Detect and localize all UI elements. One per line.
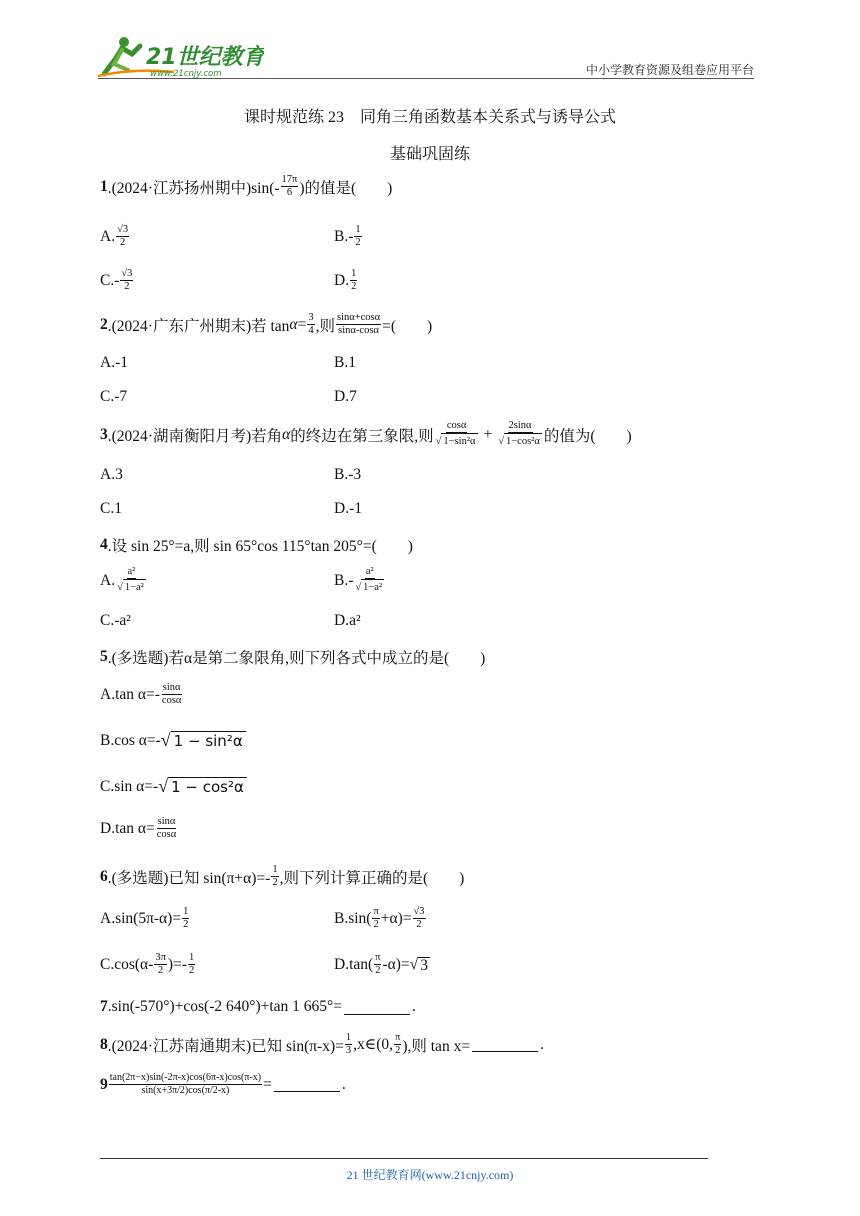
option-b-arg-frac xyxy=(372,906,379,931)
q2-text: .(2024·广东广州期末)若 tan xyxy=(107,317,290,335)
frac-num: √3 xyxy=(413,906,425,917)
question-5 xyxy=(100,646,485,668)
runner-logo-icon xyxy=(94,34,264,80)
option-d xyxy=(334,268,358,293)
period: . xyxy=(341,1075,346,1093)
option-c-frac xyxy=(188,952,195,977)
frac-den: 2 xyxy=(124,281,130,292)
frac-den: √ 1−sin²α xyxy=(435,433,479,449)
frac-den: sinα-cosα xyxy=(338,325,379,336)
option-c-mid: )=- xyxy=(167,955,187,973)
frac-den: 3 xyxy=(345,1045,352,1056)
sqrt-symbol: √ xyxy=(409,955,419,973)
frac-num: sinα xyxy=(157,816,176,827)
q6-options-cd xyxy=(100,952,428,977)
option-b xyxy=(334,566,386,595)
frac-den: 2 xyxy=(272,877,278,888)
logo-url: www.21cnjy.com xyxy=(150,69,222,79)
q1-fraction xyxy=(281,174,299,199)
q4-options-cd xyxy=(100,612,361,630)
option-a-label: A. xyxy=(100,227,116,245)
frac-num: 1 xyxy=(183,906,189,917)
radicand: 1 − cos²α xyxy=(168,777,247,796)
option-b-label: B.- xyxy=(334,227,354,245)
page-title: 课时规范练 23 同角三角函数基本关系式与诱导公式 xyxy=(243,109,616,126)
frac-den: √ 1−a² xyxy=(116,579,147,595)
radicand: 1−a² xyxy=(361,579,384,595)
q3-text-end: 的值为( ) xyxy=(543,427,632,445)
radicand: 3 xyxy=(420,956,428,974)
option-c: C.-7 xyxy=(100,388,128,405)
answer-blank[interactable] xyxy=(344,1000,410,1015)
question-3 xyxy=(100,420,632,449)
frac-num: 17π xyxy=(281,174,298,185)
q3-text: .(2024·湖南衡阳月考)若角 xyxy=(107,427,283,445)
sqrt-symbol: √ xyxy=(158,776,169,796)
question-number: 9 xyxy=(100,1075,108,1093)
q4-text: .设 sin 25°=a,则 sin 65°cos 115°tan 205°=( ) xyxy=(107,538,413,555)
q2-text-end: =( ) xyxy=(382,317,433,335)
radicand: 1−a² xyxy=(123,579,146,595)
answer-blank[interactable] xyxy=(274,1077,340,1092)
option-d-label: D. xyxy=(334,271,350,289)
frac-den: 2 xyxy=(351,281,357,292)
option-b: B.-3 xyxy=(334,466,362,483)
header-platform-text: 中小学教育资源及组卷应用平台 xyxy=(585,63,754,77)
q6-text: .(多选题)已知 sin(π+α)=- xyxy=(107,869,271,887)
site-logo xyxy=(94,34,264,80)
option-d xyxy=(334,952,430,977)
frac-den: 6 xyxy=(286,187,293,198)
q5-option-b xyxy=(100,730,246,751)
option-b xyxy=(334,224,363,249)
q8-frac xyxy=(345,1032,352,1057)
option-c: C.-a² xyxy=(100,612,131,629)
radicand: 1 − sin²α xyxy=(171,731,246,750)
question-number: 3 xyxy=(100,425,108,443)
option-b-mid: +α)= xyxy=(380,909,412,927)
frac-num: π xyxy=(375,952,381,963)
answer-blank[interactable] xyxy=(472,1037,538,1052)
q1-text-end: )的值是( ) xyxy=(299,179,393,197)
question-1 xyxy=(100,174,392,199)
plus-sign: + xyxy=(483,425,493,443)
logo-text: 21世纪教育 xyxy=(146,45,264,70)
alpha-symbol: α xyxy=(289,315,298,333)
frac-den: 2 xyxy=(157,965,164,976)
frac-num: a² xyxy=(127,566,136,577)
q3-options-ab xyxy=(100,466,362,484)
frac-num: √3 xyxy=(117,224,129,235)
frac-den: 2 xyxy=(183,919,189,930)
option-c-frac xyxy=(120,268,133,293)
frac-den: 2 xyxy=(355,237,361,248)
footer-divider xyxy=(100,1158,708,1159)
frac-den: 2 xyxy=(119,237,126,248)
q2-text-mid: ,则 xyxy=(315,317,335,335)
q1-options-cd xyxy=(100,268,357,293)
alpha-symbol: α xyxy=(282,425,291,443)
option-d: D.-1 xyxy=(334,500,362,517)
option-c-text: C.cos(α- xyxy=(100,955,154,973)
question-number: 8 xyxy=(100,1035,108,1053)
option-a: A.-1 xyxy=(100,354,128,371)
option-b-text: B.sin( xyxy=(334,909,372,927)
option-c-arg-frac xyxy=(154,952,167,977)
frac-den: sin(x+3π/2)cos(π/2-x) xyxy=(141,1085,230,1096)
q2-frac-2 xyxy=(336,312,381,337)
frac-den: cosα xyxy=(156,829,177,840)
option-a-frac xyxy=(161,682,183,707)
q5-text: .(多选题)若α是第二象限角,则下列各式中成立的是( ) xyxy=(107,650,486,667)
option-b: B.1 xyxy=(334,354,356,371)
q9-fraction xyxy=(109,1072,262,1097)
question-4 xyxy=(100,534,413,556)
frac-den: √ 1−cos²α xyxy=(497,433,543,449)
frac-num: 1 xyxy=(188,952,195,963)
q5-option-d xyxy=(100,816,178,841)
q6-frac xyxy=(271,864,278,889)
question-number: 6 xyxy=(100,867,108,885)
option-a-text: A.tan α=- xyxy=(100,685,160,703)
q1-options-ab xyxy=(100,224,361,249)
frac-den: cosα xyxy=(161,695,182,706)
option-d-text: D.tan( xyxy=(334,955,374,973)
frac-den: 2 xyxy=(373,919,379,930)
frac-num: 1 xyxy=(355,224,361,235)
q8-text-mid: ,x∈(0, xyxy=(353,1036,394,1053)
q7-text: .sin(-570°)+cos(-2 640°)+tan 1 665°= xyxy=(107,998,342,1015)
frac-den: 2 xyxy=(416,919,422,930)
frac-num: sinα+cosα xyxy=(336,312,381,323)
option-a-frac xyxy=(116,566,147,595)
question-number: 2 xyxy=(100,315,108,333)
option-c-label: C.- xyxy=(100,271,120,289)
section-subtitle: 基础巩固练 xyxy=(389,146,470,163)
q2-options-ab xyxy=(100,354,356,372)
q3-text-mid: 的终边在第三象限,则 xyxy=(290,427,434,445)
frac-num: π xyxy=(373,906,379,917)
period: . xyxy=(411,998,416,1015)
option-d-text: D.tan α= xyxy=(100,819,155,837)
question-number: 4 xyxy=(100,536,108,553)
q8-text-end: ),则 tan x= xyxy=(402,1037,471,1055)
option-b-label: B.- xyxy=(334,571,354,589)
q5-option-a xyxy=(100,682,183,707)
question-number: 7 xyxy=(100,998,108,1015)
frac-num: π xyxy=(395,1032,401,1043)
option-a-frac xyxy=(116,224,129,249)
option-d-frac xyxy=(350,268,357,293)
option-a-frac xyxy=(182,906,189,931)
q3-frac-2 xyxy=(497,420,543,449)
frac-num: a² xyxy=(365,566,374,577)
option-c-text: C.sin α=- xyxy=(100,777,159,795)
option-a: A.3 xyxy=(100,466,123,483)
q6-text-end: ,则下列计算正确的是( ) xyxy=(279,869,465,887)
q6-options-ab xyxy=(100,906,425,931)
equals: = xyxy=(297,315,307,333)
q2-frac-1 xyxy=(307,312,314,337)
question-number: 5 xyxy=(100,648,108,665)
frac-num: 1 xyxy=(351,268,357,279)
frac-num: sinα xyxy=(162,682,181,693)
radicand: 1−cos²α xyxy=(504,433,542,449)
frac-num: 3 xyxy=(308,312,314,323)
option-d: D.a² xyxy=(334,612,361,629)
radicand: 1−sin²α xyxy=(441,433,477,449)
option-b xyxy=(334,906,427,931)
frac-num: 3π xyxy=(155,952,166,963)
frac-num: 1 xyxy=(345,1032,352,1043)
q8-text: .(2024·江苏南通期末)已知 sin(π-x)= xyxy=(107,1037,344,1055)
question-2 xyxy=(100,312,432,337)
question-7 xyxy=(100,998,416,1016)
frac-den: 2 xyxy=(188,965,195,976)
question-number: 1 xyxy=(100,177,108,195)
frac-den: 2 xyxy=(375,965,381,976)
q2-options-cd xyxy=(100,388,357,406)
q5-option-c xyxy=(100,776,247,797)
frac-num: √3 xyxy=(121,268,133,279)
q4-options-ab xyxy=(100,566,383,595)
frac-den: 2 xyxy=(395,1045,401,1056)
frac-den: 4 xyxy=(308,325,314,336)
option-a-label: A. xyxy=(100,571,116,589)
q3-frac-1 xyxy=(435,420,479,449)
question-8 xyxy=(100,1032,544,1057)
q1-text: .(2024·江苏扬州期中)sin(- xyxy=(107,179,280,197)
q3-options-cd xyxy=(100,500,362,518)
q8-interval-frac xyxy=(394,1032,401,1057)
option-a-text: A.sin(5π-α)= xyxy=(100,909,182,927)
option-b-frac xyxy=(413,906,426,931)
footer-link[interactable]: 21 世纪教育网(www.21cnjy.com) xyxy=(346,1168,514,1182)
option-d: D.7 xyxy=(334,388,357,405)
option-d-frac xyxy=(156,816,178,841)
frac-num: cosα xyxy=(446,420,467,431)
equals: = xyxy=(263,1075,272,1093)
option-b-text: B.cos α=- xyxy=(100,731,161,749)
header-divider xyxy=(98,78,754,79)
option-b-frac xyxy=(354,566,385,595)
sqrt-symbol: √ xyxy=(160,730,171,750)
frac-num: 1 xyxy=(272,864,278,875)
frac-num: tan(2π−x)sin(-2π-x)cos(6π-x)cos(π-x) xyxy=(109,1072,262,1083)
frac-num: 2sinα xyxy=(508,420,532,431)
frac-den: √ 1−a² xyxy=(354,579,385,595)
option-d-arg-frac xyxy=(374,952,381,977)
question-9 xyxy=(100,1072,346,1097)
option-d-mid: -α)= xyxy=(382,955,410,973)
option-c: C.1 xyxy=(100,500,122,517)
question-6 xyxy=(100,864,464,889)
period: . xyxy=(540,1035,544,1053)
option-b-frac xyxy=(354,224,361,249)
